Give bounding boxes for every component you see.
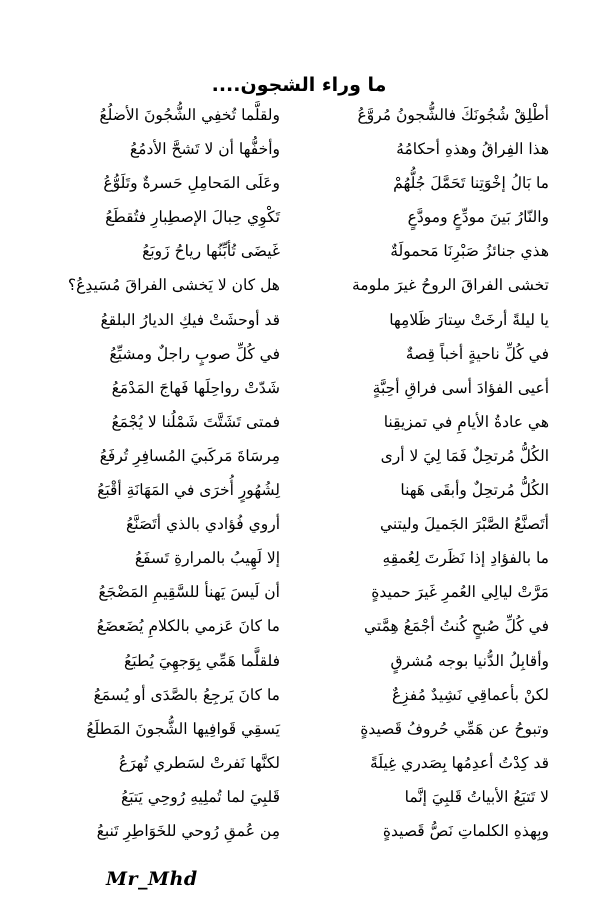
verse-second-hemistich: يَسقِي قَوافِيها الشُّجونَ المَطلَعُ — [86, 719, 280, 738]
verse-second-hemistich: إلا لَهِيبُ بالمرارةِ تَسفَعُ — [134, 549, 280, 568]
verse — [0, 746, 598, 780]
verse — [0, 371, 598, 405]
verse-first-hemistich: وتبوحُ عن هَمِّي حُروفُ قَصيدةٍ — [360, 719, 549, 738]
verse-second-hemistich: لِشُهُورٍ أُخرَى في المَهَانَةِ أقْبَعُ — [97, 481, 280, 500]
verse-second-hemistich: ولقلَّما تُخفِي الشُّجُونَ الأضلُعُ — [99, 106, 280, 124]
verse — [0, 678, 598, 712]
verse — [0, 405, 598, 439]
verse — [0, 780, 598, 814]
verse-first-hemistich: مَرَّتْ ليالِي العُمرِ غَيرَ حميدةٍ — [371, 583, 549, 602]
verse-first-hemistich: أعيى الفؤادَ أسى فراقِ أحِبَّةٍ — [372, 378, 549, 397]
verse — [0, 132, 598, 166]
verse — [0, 268, 598, 302]
verse-second-hemistich: فلقلَّما هَمِّي بِوَجهِيَ يُطبَعُ — [124, 651, 280, 670]
verse-first-hemistich: لكنْ بأعماقِي نَشِيدٌ مُفزِعٌ — [391, 685, 549, 704]
verse — [0, 507, 598, 541]
verse — [0, 473, 598, 507]
verse-first-hemistich: الكُلُّ مُرتحِلٌ فَمَا لِيَ لا أرى — [380, 446, 549, 465]
verse-first-hemistich: يا ليلةً أرخَتْ سِتارَ ظَلامِها — [389, 310, 549, 329]
verse — [0, 644, 598, 678]
verse — [0, 166, 598, 200]
verse-first-hemistich: هذا الفِراقُ وهذهِ أحكامُهُ — [396, 140, 549, 159]
verse-second-hemistich: شَدّتْ رواحِلَها فَهاجَ المَدْمَعُ — [111, 378, 280, 397]
verse — [0, 234, 598, 268]
verse — [0, 712, 598, 746]
verse-first-hemistich: تخشى الفراقَ الروحُ غيرَ ملومة — [352, 276, 549, 295]
verse-first-hemistich: في كُلِّ صُبحٍ كُنتُ أجْمَعُ هِمَّتي — [363, 617, 549, 636]
verse-first-hemistich: الكُلُّ مُرتحِلٌ وأبقَى هَهنا — [400, 481, 549, 500]
poem-verses — [0, 98, 598, 848]
verse-second-hemistich: وعَلَى المَحامِلِ حَسرةٌ وتَلَوُّعُ — [103, 174, 280, 193]
poem-title: ما وراء الشجون.... — [211, 73, 387, 96]
verse — [0, 541, 598, 575]
verse-second-hemistich: قد أوحشَتْ فيكِ الديارُ البلقعُ — [100, 310, 280, 329]
verse-first-hemistich: والنّارُ بَينَ مودِّعٍ ومودَّعٍ — [407, 208, 549, 227]
verse-first-hemistich: وأقابِلُ الدُّنيا بوجه مُشرقٍ — [390, 651, 549, 670]
verse — [0, 303, 598, 337]
verse-first-hemistich: هذي جنائزُ صَبْرِنَا مَحمولَةٌ — [390, 242, 549, 261]
verse-second-hemistich: قَلبِيَ لما تُملِيهِ رُوحِي يَتبَعُ — [120, 787, 280, 806]
verse — [0, 98, 598, 132]
verse-second-hemistich: تَكْوِي حِبالَ الإصطِبارِ فتُقطَعُ — [105, 208, 280, 227]
verse — [0, 200, 598, 234]
verse-second-hemistich: لكنَّها نَفرتْ لسَطري تُهرَعُ — [118, 753, 280, 772]
author-signature: Mr_Mhd — [106, 868, 198, 890]
verse-second-hemistich: وأخفُّها أن لا تَشحَّ الأدمُعُ — [129, 140, 280, 159]
verse-second-hemistich: ما كانَ يَرجِعُ بالصَّدَى أو يُسمَعُ — [93, 685, 280, 704]
verse-second-hemistich: فمتى تَشَتَّتَ شَمْلُنا لا يُجْمَعُ — [111, 412, 280, 431]
verse-first-hemistich: هي عادةُ الأيامِ في تمزيقِنا — [383, 412, 549, 431]
verse-first-hemistich: ما بالفؤادِ إذا نَظَرتَ لِعُمقِهِ — [382, 549, 549, 568]
verse-first-hemistich: قد كِدْتُ أعدِمُها بِصَدري غِيلَةً — [370, 753, 549, 772]
verse-second-hemistich: مِرسَاةَ مَركَبيَ المُسافِرِ تُرفَعُ — [99, 446, 280, 465]
verse — [0, 337, 598, 371]
verse-first-hemistich: في كُلِّ ناحيةٍ أخباً قِصةٌ — [405, 344, 549, 363]
verse — [0, 609, 598, 643]
verse-first-hemistich: ما بَالُ إخْوَتِنا تَحَمَّلَ جُلُّهُمْ — [393, 174, 549, 193]
verse-second-hemistich: أروي فُؤادي بالذي أتَصَنَّعُ — [126, 515, 280, 534]
verse-second-hemistich: ما كانَ عَزمي بالكلامِ يُضَعضَعُ — [96, 617, 280, 636]
verse — [0, 575, 598, 609]
verse — [0, 814, 598, 848]
verse-first-hemistich: أطْلِقْ شُجُونَكَ فالشُّجونُ مُروَّعُ — [357, 106, 549, 124]
verse — [0, 439, 598, 473]
verse-second-hemistich: غَيضَى تُأبِّنُها رياحُ زَوبَعُ — [142, 242, 280, 261]
verse-first-hemistich: أتَصنَّعُ الصَّبْرَ الجَميلَ وليتني — [379, 515, 549, 534]
verse-second-hemistich: في كُلِّ صوبٍ راجلٌ ومشيِّعُ — [109, 344, 280, 363]
verse-first-hemistich: وبِهذهِ الكلماتِ نَصُّ قَصيدةٍ — [382, 821, 549, 840]
verse-first-hemistich: لا تَتبَعُ الأبياتُ قَلبِيَ إنَّما — [404, 787, 549, 806]
verse-second-hemistich: أن لَيسَ يَهنأ للسَّقِيمِ المَضْجَعُ — [98, 583, 280, 602]
verse-second-hemistich: هل كان لا يَخشى الفراقَ مُسَيدِعُ؟ — [67, 276, 280, 295]
verse-second-hemistich: مِن عُمقِ رُوحي للخَوَاطِرِ تَنبعُ — [96, 821, 280, 840]
